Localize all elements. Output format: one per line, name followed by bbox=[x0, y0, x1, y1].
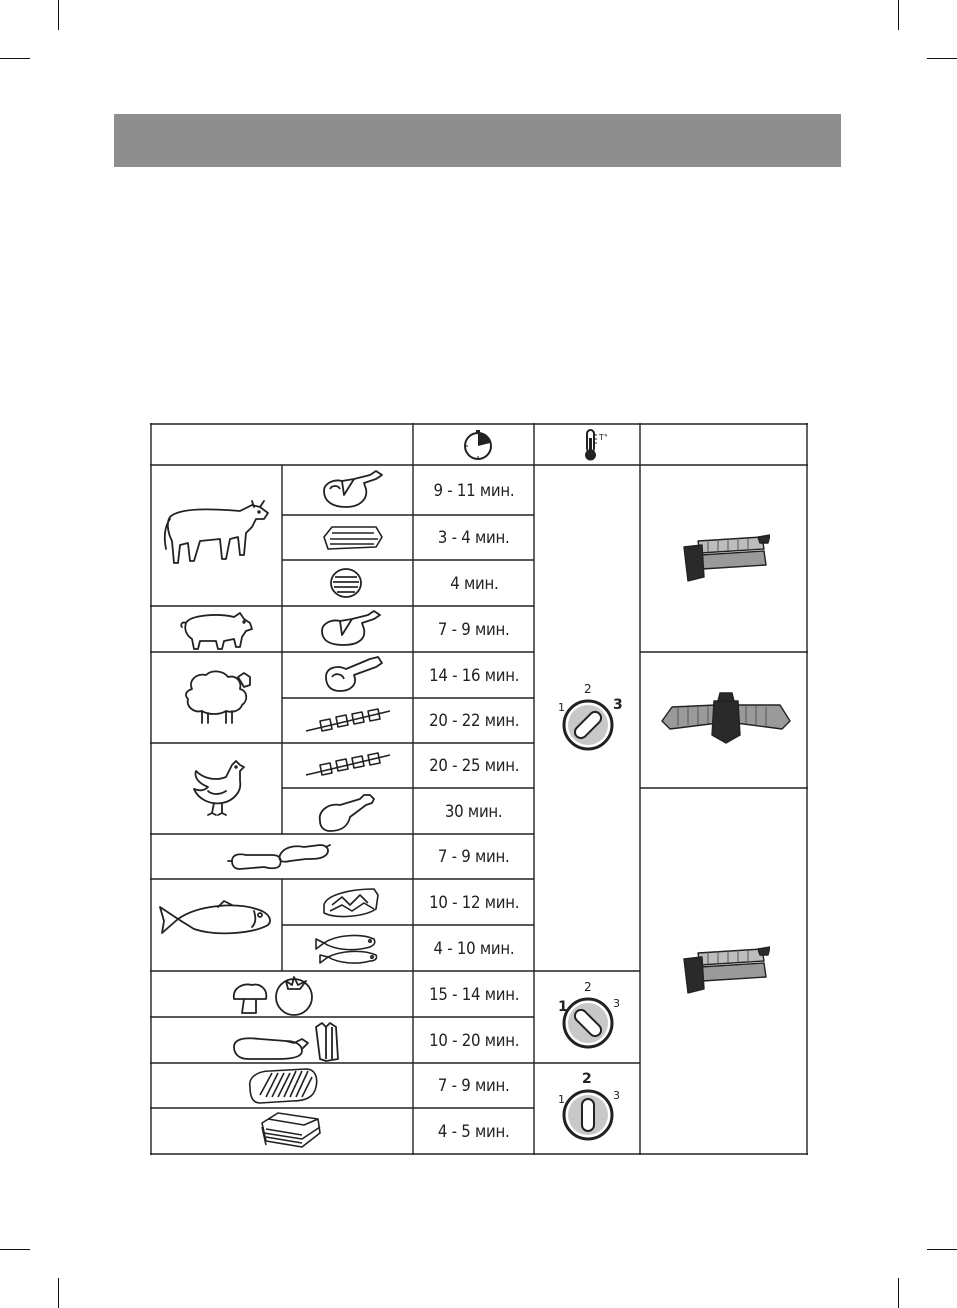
dial-label: 2 bbox=[582, 1071, 592, 1087]
mushroom-tomato-icon bbox=[228, 975, 328, 1017]
time-cell bbox=[414, 972, 534, 1017]
dial-label: 3 bbox=[613, 1089, 620, 1102]
section-header-band bbox=[114, 114, 841, 167]
cooking-time: 20 - 25 мин. bbox=[428, 756, 520, 776]
crop-mark bbox=[927, 1249, 957, 1250]
cooking-time: 4 - 10 мин. bbox=[433, 938, 515, 959]
cooking-time: 9 - 11 мин. bbox=[433, 480, 515, 501]
cooking-time: 15 - 14 мин. bbox=[428, 984, 520, 1005]
t-bone-steak-icon bbox=[320, 469, 384, 511]
time-cell bbox=[414, 789, 534, 834]
grill-closed-icon bbox=[680, 939, 770, 999]
cooking-time: 4 мин. bbox=[449, 573, 499, 594]
dial-label: 2 bbox=[584, 980, 592, 994]
drumstick-icon bbox=[314, 791, 380, 833]
dial-setting-1 bbox=[554, 977, 626, 1053]
time-cell bbox=[414, 880, 534, 925]
dial-label: 3 bbox=[613, 697, 623, 713]
time-cell bbox=[414, 1064, 534, 1108]
cooking-time: 7 - 9 мин. bbox=[438, 847, 510, 867]
cooking-time: 4 - 5 мин. bbox=[438, 1121, 510, 1142]
grill-closed-icon bbox=[680, 527, 770, 587]
cooking-time: 10 - 12 мин. bbox=[428, 892, 520, 913]
time-cell bbox=[414, 1109, 534, 1154]
crop-mark bbox=[58, 1278, 59, 1308]
time-cell bbox=[414, 516, 534, 560]
burger-patty-icon bbox=[328, 565, 364, 601]
sausages-icon bbox=[224, 839, 334, 875]
cooking-table bbox=[150, 423, 808, 1155]
dial-setting-3 bbox=[554, 679, 626, 755]
small-fish-icon bbox=[312, 927, 382, 967]
chicken-icon bbox=[188, 759, 248, 819]
cooking-time: 7 - 9 мин. bbox=[438, 1076, 510, 1096]
dial-label: 3 bbox=[613, 997, 620, 1010]
panini-icon bbox=[244, 1065, 320, 1107]
pork-chop-icon bbox=[318, 609, 382, 649]
fish-fillet-icon bbox=[320, 883, 382, 923]
crop-mark bbox=[898, 0, 899, 30]
time-cell bbox=[414, 699, 534, 743]
time-cell bbox=[414, 607, 534, 652]
time-cell bbox=[414, 835, 534, 879]
crop-mark bbox=[58, 0, 59, 30]
crop-mark bbox=[898, 1278, 899, 1308]
dial-label: 1 bbox=[558, 1093, 565, 1106]
beef-slice-icon bbox=[320, 523, 384, 553]
dial-setting-2 bbox=[554, 1069, 626, 1145]
lamb-chop-icon bbox=[320, 655, 384, 695]
skewer-icon bbox=[304, 749, 392, 781]
dial-label: 1 bbox=[558, 701, 565, 714]
skewer-icon bbox=[304, 705, 392, 737]
pig-icon bbox=[178, 609, 256, 651]
sheep-icon bbox=[182, 667, 254, 727]
dial-label: 1 bbox=[558, 999, 568, 1015]
crop-mark bbox=[927, 58, 957, 59]
cow-icon bbox=[160, 493, 272, 571]
fish-icon bbox=[158, 899, 276, 941]
cooking-time: 7 - 9 мин. bbox=[438, 619, 510, 640]
time-cell bbox=[414, 561, 534, 606]
cooking-time: 20 - 22 мин. bbox=[428, 711, 520, 731]
timer-icon bbox=[462, 429, 494, 461]
cooking-time: 30 мин. bbox=[445, 801, 503, 822]
cooking-time: 3 - 4 мин. bbox=[438, 528, 510, 548]
time-cell bbox=[414, 653, 534, 698]
grill-open-flat-icon bbox=[658, 691, 792, 747]
time-cell bbox=[414, 466, 534, 515]
time-cell bbox=[414, 926, 534, 971]
dial-label: 2 bbox=[584, 682, 592, 696]
cooking-time: 10 - 20 мин. bbox=[428, 1030, 520, 1051]
time-cell bbox=[414, 744, 534, 788]
thermometer-icon bbox=[578, 428, 612, 462]
svg-text:T°: T° bbox=[599, 433, 608, 442]
eggplant-pepper-icon bbox=[230, 1019, 354, 1063]
crop-mark bbox=[0, 1249, 30, 1250]
crop-mark bbox=[0, 58, 30, 59]
sandwich-icon bbox=[258, 1109, 324, 1153]
time-cell bbox=[414, 1018, 534, 1063]
cooking-time: 14 - 16 мин. bbox=[428, 665, 520, 686]
